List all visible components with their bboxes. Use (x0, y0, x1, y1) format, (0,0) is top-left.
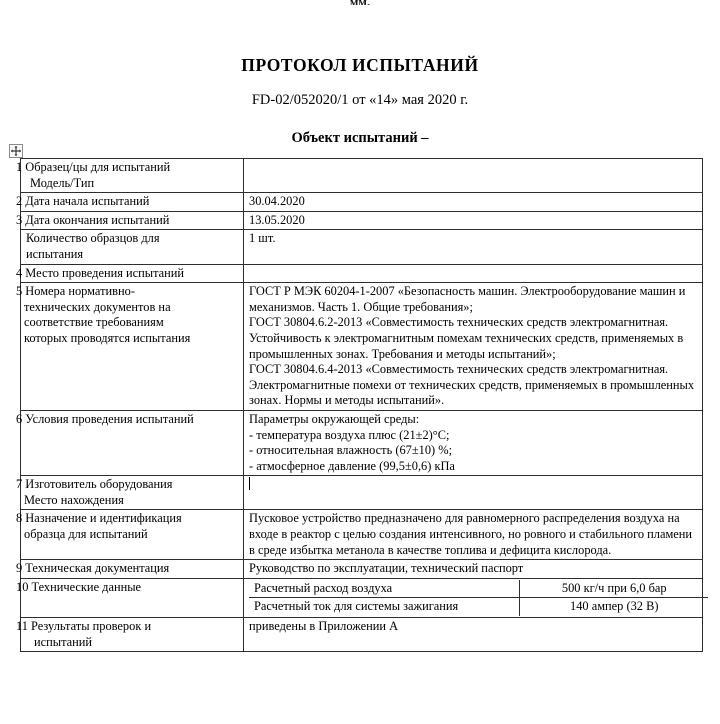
row-label-cell (16, 578, 244, 617)
row-value-text: Параметры окружающей среды: (249, 411, 420, 426)
tech-param-value: 500 кг/ч при 6,0 бар (519, 580, 708, 598)
row-value-cell[interactable] (244, 193, 703, 212)
row-label-line: которых проводятся испытания (24, 330, 191, 345)
row-value-cell[interactable] (244, 476, 703, 510)
row-label-cell (16, 560, 244, 579)
test-report-table-wrapper (16, 158, 702, 652)
row-value-cell[interactable] (244, 159, 703, 193)
row-label-cell (16, 510, 244, 560)
row-label-cell (16, 159, 244, 193)
table-row (21, 159, 703, 193)
row-value-text: ГОСТ Р МЭК 60204-1-2007 «Безопасность машин. Электрооборудование машин и механизмов. Часть 1. Общие требования»; (249, 284, 686, 314)
row-label-line: 10 Технические данные (16, 579, 142, 594)
row-label-line: 1 Образец/цы для испытаний (16, 160, 171, 174)
table-row (21, 264, 703, 283)
row-label-line: Место нахождения (24, 492, 124, 507)
spacer (249, 160, 698, 176)
row-label-line: 7 Изготовитель оборудования (16, 477, 173, 492)
row-label-cell (16, 618, 244, 652)
table-row (21, 283, 703, 411)
row-label-cell (16, 476, 244, 510)
technical-data-cell (244, 578, 703, 617)
row-value-cell[interactable] (244, 560, 703, 579)
row-value-text: 13.05.2020 (249, 212, 305, 227)
row-label-line: 4 Место проведения испытаний (16, 265, 185, 280)
row-label-line: 3 Дата окончания испытаний (16, 212, 170, 227)
row-label-line: 11 Результаты проверок и (16, 619, 152, 634)
top-cut-text (0, 0, 720, 5)
row-value-cell[interactable] (244, 283, 703, 411)
row-value-cell[interactable] (244, 510, 703, 560)
technical-data-table (249, 580, 708, 616)
table-row (249, 598, 708, 616)
test-report-table (16, 158, 703, 652)
text-cursor (249, 477, 698, 493)
row-value-text: 1 шт. (249, 231, 276, 246)
table-row (249, 580, 708, 598)
row-value-text: приведены в Приложении А (249, 619, 399, 634)
row-value-text: ГОСТ 30804.6.2-2013 «Совместимость технических средств электромагнитная. Устойчивость к электромагнитным помехам технических средств, применяемых в промышленных зонах. Требования и методы испытаний»; (249, 315, 684, 361)
row-value-cell[interactable] (244, 230, 703, 264)
table-move-handle-icon[interactable] (9, 144, 23, 158)
row-label-line: 8 Назначение и идентификация (16, 511, 182, 526)
tech-param-name: Расчетный расход воздуха (254, 580, 393, 595)
table-row (21, 193, 703, 212)
row-label-line: технических документов на (24, 299, 171, 314)
table-row (21, 578, 703, 617)
tech-param-value: 140 ампер (32 В) (519, 598, 708, 616)
row-label-cell (16, 193, 244, 212)
row-label-line: образца для испытаний (24, 527, 148, 542)
row-label-line: Количество образцов для (26, 231, 160, 246)
row-label-line: 5 Номера нормативно- (16, 284, 135, 299)
table-row (21, 476, 703, 510)
table-row (21, 230, 703, 264)
row-value-cell[interactable] (244, 211, 703, 230)
row-label-line: 6 Условия проведения испытаний (16, 411, 194, 426)
page-title: ПРОТОКОЛ ИСПЫТАНИЙ (241, 55, 479, 75)
table-row (21, 410, 703, 475)
row-label-cell (16, 410, 244, 475)
row-value-text: ГОСТ 30804.6.4-2013 «Совместимость технических средств электромагнитная. Электромагнитные помехи от технических средств, применяемых в промышленных зонах. Нормы и методы испытаний». (249, 362, 695, 408)
document-number: FD-02/052020/1 от «14» мая 2020 г. (251, 92, 469, 108)
row-value-text: 30.04.2020 (249, 194, 305, 209)
row-label-line: испытаний (34, 634, 93, 649)
table-row (21, 560, 703, 579)
row-value-cell[interactable] (244, 410, 703, 475)
row-label-line: 9 Техническая документация (16, 561, 170, 576)
caret-icon (249, 477, 250, 490)
row-value-text: Пусковое устройство предназначено для равномерного распределения воздуха на входе в реактор с целью создания интенсивного, но ровного и стабильного пламени в среде избытка метанола в качестве топлива и дефицита кислорода. (249, 511, 693, 557)
table-row (21, 211, 703, 230)
row-label-cell (16, 211, 244, 230)
table-row (21, 510, 703, 560)
row-value-text: - атмосферное давление (99,5±0,6) кПа (249, 458, 455, 473)
row-value-cell[interactable] (244, 618, 703, 652)
row-label-line: Модель/Тип (30, 175, 95, 190)
row-label-cell (16, 283, 244, 411)
test-object-heading: Объект испытаний – (291, 130, 429, 146)
row-label-cell (21, 230, 244, 264)
row-label-line: 2 Дата начала испытаний (16, 194, 150, 209)
table-row (21, 618, 703, 652)
row-value-cell[interactable] (244, 264, 703, 283)
row-value-text: - относительная влажность (67±10) %; (249, 443, 453, 458)
row-label-line: испытания (26, 246, 84, 261)
tech-param-name: Расчетный ток для системы зажигания (249, 598, 519, 616)
row-value-text: Руководство по эксплуатации, технический паспорт (249, 561, 524, 576)
row-label-cell (16, 264, 244, 283)
row-value-text: - температура воздуха плюс (21±2)°С; (249, 427, 450, 442)
row-label-line: соответствие требованиям (24, 315, 164, 330)
